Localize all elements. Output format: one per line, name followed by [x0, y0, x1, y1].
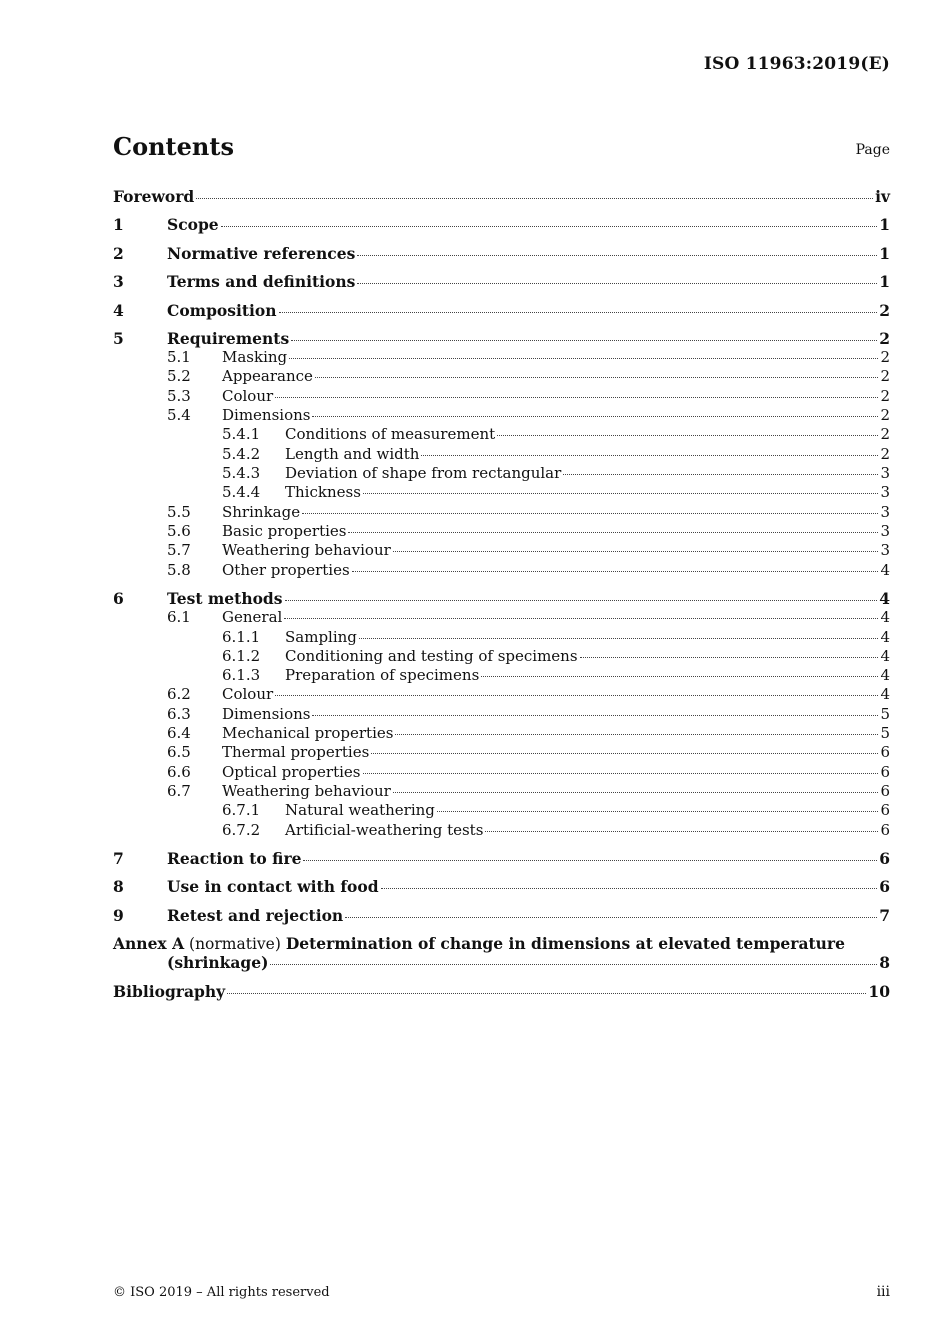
annex-prefix: Annex A: [113, 934, 185, 953]
toc-entry-page: 6: [879, 849, 890, 868]
toc-entry-page: 4: [879, 589, 890, 608]
toc-entry-title: Preparation of specimens: [285, 666, 480, 684]
toc-entry[interactable]: [113, 877, 890, 896]
toc-entry-title: Normative references: [167, 244, 356, 263]
toc-entry-number: 5.3: [167, 387, 191, 405]
toc-entry-title: Weathering behaviour: [222, 541, 391, 559]
toc-entry-page: 6: [880, 821, 890, 839]
leader-dots: [348, 532, 878, 533]
leader-dots: [275, 695, 878, 696]
leader-dots: [285, 600, 878, 601]
toc-entry[interactable]: [167, 387, 890, 405]
toc-entry-number: 6.6: [167, 763, 191, 781]
toc-entry-title: Optical properties: [222, 763, 361, 781]
toc-entry-title: Requirements: [167, 329, 290, 348]
toc-entry[interactable]: [113, 215, 890, 234]
toc-entry-number: 6.7.1: [222, 801, 261, 819]
toc-entry-number: 6.7: [167, 782, 191, 800]
toc-entry-number: 8: [113, 877, 124, 896]
toc-entry[interactable]: [222, 483, 890, 501]
toc-entry-page: 1: [879, 272, 890, 291]
toc-entry[interactable]: [113, 906, 890, 925]
toc-entry[interactable]: [113, 272, 890, 291]
toc-entry[interactable]: [167, 541, 890, 559]
toc-entry-number: 5: [113, 329, 124, 348]
toc-entry-number: 5.2: [167, 367, 191, 385]
toc-entry-page: 3: [880, 464, 890, 482]
bibliography-title: Bibliography: [113, 982, 226, 1001]
toc-entry-title: Mechanical properties: [222, 724, 394, 742]
annex-type: (normative): [189, 935, 281, 953]
toc-entry-page: 2: [880, 367, 890, 385]
leader-dots: [303, 860, 877, 861]
toc-entry-number: 4: [113, 301, 124, 320]
leader-dots: [345, 917, 877, 918]
leader-dots: [357, 283, 877, 284]
toc-entry-page: 3: [880, 483, 890, 501]
toc-entry-number: 6.4: [167, 724, 191, 742]
leader-dots: [481, 676, 878, 677]
toc-entry-title: Dimensions: [222, 705, 311, 723]
toc-entry-page: 4: [880, 608, 890, 626]
leader-dots: [196, 198, 873, 199]
toc-entry[interactable]: [167, 705, 890, 723]
toc-entry[interactable]: [167, 608, 890, 626]
toc-entry[interactable]: [167, 724, 890, 742]
toc-entry-page: 6: [880, 801, 890, 819]
toc-entry-title: Deviation of shape from rectangular: [285, 464, 562, 482]
toc-entry-title: Shrinkage: [222, 503, 301, 521]
toc-entry-title: Foreword: [113, 187, 195, 206]
document-id: ISO 11963:2019(E): [703, 54, 890, 74]
leader-dots: [221, 226, 878, 227]
leader-dots: [279, 312, 878, 313]
toc-entry-number: 6.1.1: [222, 628, 261, 646]
toc-entry-number: 6.1.3: [222, 666, 261, 684]
toc-entry-page: 6: [880, 782, 890, 800]
toc-entry-page: 2: [880, 406, 890, 424]
toc-entry-number: 5.7: [167, 541, 191, 559]
toc-entry-number: 6: [113, 589, 124, 608]
leader-dots: [563, 474, 878, 475]
toc-entry-page: 2: [880, 387, 890, 405]
toc-entry-page: 6: [879, 877, 890, 896]
toc-entry-page: 1: [879, 215, 890, 234]
toc-entry-page: 4: [880, 647, 890, 665]
toc-entry-page: 4: [880, 628, 890, 646]
toc-entry-page: 2: [879, 301, 890, 320]
toc-entry-title: Dimensions: [222, 406, 311, 424]
toc-entry-number: 7: [113, 849, 124, 868]
toc-entry-title: Colour: [222, 685, 274, 703]
toc-entry-title: Masking: [222, 348, 288, 366]
toc-entry-page: 2: [880, 348, 890, 366]
toc-entry-title: Basic properties: [222, 522, 347, 540]
toc-entry[interactable]: [113, 849, 890, 868]
page-number: iii: [876, 1284, 890, 1300]
toc-entry-page: 4: [880, 561, 890, 579]
toc-entry-title: Conditioning and testing of specimens: [285, 647, 578, 665]
leader-dots: [580, 657, 879, 658]
leader-dots: [275, 397, 878, 398]
toc-entry[interactable]: [222, 445, 890, 463]
toc-entry-title: Use in contact with food: [167, 877, 379, 896]
toc-entry-bibliography[interactable]: [113, 982, 890, 1001]
annex-title-line1: Determination of change in dimensions at elevated temperature: [285, 934, 845, 953]
toc-entry-page: 3: [880, 541, 890, 559]
leader-dots: [357, 255, 877, 256]
leader-dots: [497, 435, 878, 436]
toc-entry-title: Terms and definitions: [167, 272, 356, 291]
toc-entry-page: 5: [880, 705, 890, 723]
toc-entry-number: 6.7.2: [222, 821, 261, 839]
leader-dots: [363, 773, 879, 774]
annex-title-line2: (shrinkage): [167, 953, 269, 972]
toc-entry-title: Composition: [167, 301, 277, 320]
toc-entry[interactable]: [113, 187, 890, 206]
toc-entry-title: Weathering behaviour: [222, 782, 391, 800]
toc-entry-title: Natural weathering: [285, 801, 435, 819]
toc-entry[interactable]: [222, 666, 890, 684]
toc-entry-number: 6.1: [167, 608, 191, 626]
toc-entry-title: Appearance: [222, 367, 313, 385]
toc-entry-page: 2: [880, 425, 890, 443]
toc-entry[interactable]: [113, 589, 890, 608]
toc-entry[interactable]: [167, 367, 890, 385]
toc-entry-number: 6.3: [167, 705, 191, 723]
toc-entry-title: Colour: [222, 387, 274, 405]
toc-entry-number: 5.8: [167, 561, 191, 579]
toc-entry-number: 5.4.2: [222, 445, 261, 463]
leader-dots: [359, 638, 879, 639]
toc-entry-number: 1: [113, 215, 124, 234]
toc-entry-number: 6.5: [167, 743, 191, 761]
toc-entry[interactable]: [222, 647, 890, 665]
toc-entry-number: 5.4.1: [222, 425, 261, 443]
toc-entry[interactable]: [167, 782, 890, 800]
toc-entry-title: Conditions of measurement: [285, 425, 496, 443]
toc-entry[interactable]: [167, 763, 890, 781]
contents-title: Contents: [113, 132, 234, 161]
toc-entry-page: 5: [880, 724, 890, 742]
toc-entry[interactable]: [167, 348, 890, 366]
toc-entry[interactable]: [222, 628, 890, 646]
toc-entry-title: Test methods: [167, 589, 283, 608]
toc-entry-number: 5.4.4: [222, 483, 261, 501]
toc-entry[interactable]: [222, 821, 890, 839]
leader-dots: [284, 618, 878, 619]
leader-dots: [289, 358, 878, 359]
leader-dots: [270, 964, 877, 965]
toc-entry-title: Scope: [167, 215, 219, 234]
toc-entry-title: Artificial-weathering tests: [285, 821, 484, 839]
toc-entry-title: Retest and rejection: [167, 906, 344, 925]
toc-entry-page: 3: [880, 522, 890, 540]
toc-entry-number: 5.5: [167, 503, 191, 521]
toc-entry-number: 6.2: [167, 685, 191, 703]
toc-entry-page: 6: [880, 743, 890, 761]
leader-dots: [312, 416, 878, 417]
bibliography-page: 10: [868, 982, 890, 1001]
leader-dots: [485, 831, 878, 832]
toc-entry-number: 9: [113, 906, 124, 925]
toc-entry-number: 6.1.2: [222, 647, 261, 665]
leader-dots: [363, 493, 879, 494]
toc-entry[interactable]: [113, 301, 890, 320]
leader-dots: [315, 377, 879, 378]
leader-dots: [291, 340, 877, 341]
toc-entry-page: 1: [879, 244, 890, 263]
toc-entry[interactable]: [222, 801, 890, 819]
leader-dots: [393, 551, 879, 552]
toc-entry-number: 3: [113, 272, 124, 291]
toc-entry-title: Length and width: [285, 445, 420, 463]
leader-dots: [437, 811, 879, 812]
toc-entry[interactable]: [113, 244, 890, 263]
leader-dots: [302, 513, 878, 514]
toc-entry-number: 5.4: [167, 406, 191, 424]
toc-entry-page: 4: [880, 685, 890, 703]
toc-entry-page: 7: [879, 906, 890, 925]
leader-dots: [381, 888, 878, 889]
toc-entry-page: 2: [879, 329, 890, 348]
toc-entry-number: 5.6: [167, 522, 191, 540]
leader-dots: [393, 792, 879, 793]
leader-dots: [371, 753, 878, 754]
toc-entry-annex-a-line2[interactable]: [167, 953, 890, 972]
toc-entry[interactable]: [167, 743, 890, 761]
toc-entry-page: iv: [875, 187, 890, 206]
toc-entry-number: 5.1: [167, 348, 191, 366]
leader-dots: [312, 715, 878, 716]
toc-entry-annex-a[interactable]: [113, 934, 845, 953]
toc-entry[interactable]: [167, 561, 890, 579]
leader-dots: [395, 734, 878, 735]
toc-entry[interactable]: [222, 425, 890, 443]
toc-entry[interactable]: [167, 503, 890, 521]
toc-entry-number: 2: [113, 244, 124, 263]
toc-entry-page: 2: [880, 445, 890, 463]
toc-entry-title: General: [222, 608, 283, 626]
leader-dots: [227, 993, 866, 994]
copyright-notice: © ISO 2019 – All rights reserved: [113, 1285, 330, 1300]
toc-entry-page: 6: [880, 763, 890, 781]
leader-dots: [352, 571, 879, 572]
toc-entry-title: Reaction to fire: [167, 849, 302, 868]
toc-entry-title: Thermal properties: [222, 743, 370, 761]
toc-entry[interactable]: [167, 685, 890, 703]
toc-entry[interactable]: [113, 329, 890, 348]
toc-entry-title: Thickness: [285, 483, 361, 501]
toc-entry[interactable]: [167, 406, 890, 424]
annex-page: 8: [879, 953, 890, 972]
leader-dots: [421, 455, 878, 456]
page-column-label: Page: [855, 142, 890, 158]
toc-entry[interactable]: [222, 464, 890, 482]
toc-entry-title: Other properties: [222, 561, 350, 579]
toc-entry-page: 3: [880, 503, 890, 521]
toc-entry-number: 5.4.3: [222, 464, 261, 482]
toc-entry-page: 4: [880, 666, 890, 684]
toc-entry[interactable]: [167, 522, 890, 540]
toc-entry-title: Sampling: [285, 628, 357, 646]
